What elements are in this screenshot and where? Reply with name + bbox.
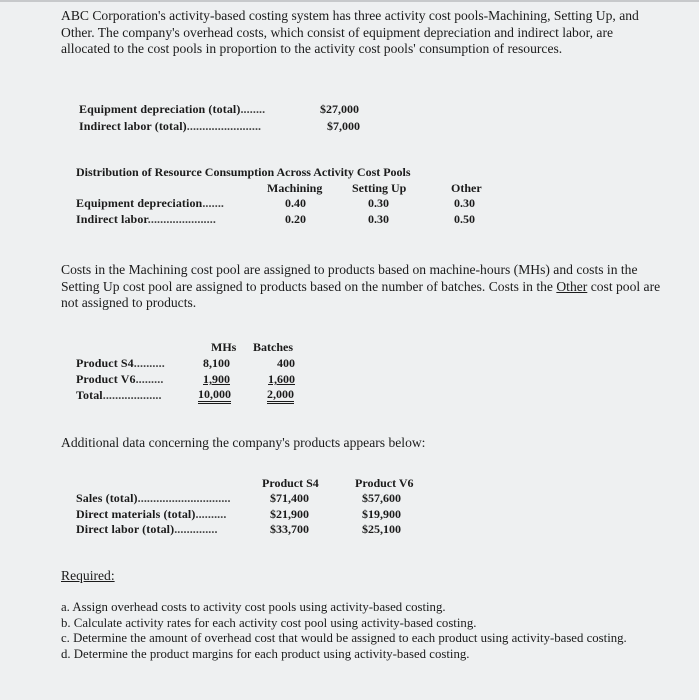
required-heading bbox=[61, 568, 661, 585]
overhead-label-text: Indirect labor (total) bbox=[79, 119, 187, 133]
activity-row-label bbox=[76, 356, 165, 371]
row-label-text: Total bbox=[76, 388, 103, 402]
row-label-text: Equipment depreciation bbox=[76, 196, 203, 210]
overhead-value: $7,000 bbox=[327, 119, 360, 133]
assignment-text: Costs in the Machining cost pool are assigned to products based on machine-hours (MHs) and costs in the Setting Up cost pool are assigned to products based on the number of batches. Costs in the bbox=[61, 262, 638, 294]
required-item: d. Determine the product margins for each product using activity-based costing. bbox=[61, 646, 470, 661]
column-header: Product V6 bbox=[355, 476, 414, 490]
overhead-row-label bbox=[79, 119, 261, 134]
row-label-text: Direct materials (total) bbox=[76, 507, 196, 521]
table-cell: $71,400 bbox=[270, 491, 309, 505]
table-cell: $25,100 bbox=[362, 522, 401, 536]
table-cell: $19,900 bbox=[362, 507, 401, 521]
leader-dots: ........................ bbox=[186, 119, 262, 133]
table-cell: 1,900 bbox=[203, 372, 230, 386]
column-header: Product S4 bbox=[262, 476, 319, 490]
distribution-row-label bbox=[76, 196, 224, 211]
row-label-text: Sales (total) bbox=[76, 491, 138, 505]
leader-dots: ........ bbox=[240, 102, 266, 116]
table-cell: 0.30 bbox=[368, 196, 389, 210]
activity-row-label bbox=[76, 372, 163, 387]
leader-dots: ....... bbox=[202, 196, 225, 210]
leader-dots: ................... bbox=[102, 388, 162, 402]
table-cell: $57,600 bbox=[362, 491, 401, 505]
column-header: Batches bbox=[253, 340, 293, 354]
overhead-label-text: Equipment depreciation (total) bbox=[79, 102, 241, 116]
required-item: a. Assign overhead costs to activity cost pools using activity-based costing. bbox=[61, 600, 446, 614]
required-item: b. Calculate activity rates for each activity cost pool using activity-based costing. bbox=[61, 615, 477, 630]
distribution-row-label bbox=[76, 212, 216, 227]
table-cell: 10,000 bbox=[198, 388, 231, 404]
column-header: Other bbox=[451, 181, 482, 195]
table-cell: 400 bbox=[277, 356, 295, 370]
table-cell: 0.50 bbox=[454, 212, 475, 226]
intro-paragraph: ABC Corporation's activity-based costing system has three activity cost pools-Machining, Setting Up, and Other. The company's overhead costs, which consist of equipment depreciation and indirect labor, are allocated to the cost pools in proportion to the activity cost pools' consumption of resources. bbox=[61, 8, 639, 56]
required-heading-text: Required: bbox=[61, 568, 115, 583]
products-row-label bbox=[76, 522, 218, 537]
distribution-title: Distribution of Resource Consumption Across Activity Cost Pools bbox=[76, 165, 411, 179]
products-row-label bbox=[76, 491, 231, 506]
required-item: c. Determine the amount of overhead cost that would be assigned to each product using activity-based costing. bbox=[61, 631, 627, 645]
overhead-value: $27,000 bbox=[320, 102, 359, 116]
assignment-underlined: Other bbox=[556, 278, 588, 294]
leader-dots: ...................... bbox=[147, 212, 216, 226]
top-border bbox=[0, 0, 699, 2]
products-row-label bbox=[76, 507, 226, 522]
column-header: Machining bbox=[267, 181, 323, 195]
row-label-text: Product V6 bbox=[76, 372, 136, 386]
additional-paragraph: Additional data concerning the company's products appears below: bbox=[61, 435, 426, 450]
table-cell: 2,000 bbox=[267, 388, 294, 404]
table-cell: 0.40 bbox=[285, 196, 306, 210]
activity-row-label bbox=[76, 388, 162, 403]
required-list bbox=[61, 600, 651, 662]
table-cell: 1,600 bbox=[268, 372, 295, 386]
table-cell: 0.30 bbox=[454, 196, 475, 210]
table-cell: 0.30 bbox=[368, 212, 389, 226]
assignment-text: cost pool are not assigned to products. bbox=[61, 278, 661, 310]
row-label-text: Direct labor (total) bbox=[76, 522, 175, 536]
leader-dots: .............................. bbox=[137, 491, 231, 505]
leader-dots: .............. bbox=[174, 522, 218, 536]
leader-dots: .......... bbox=[133, 356, 165, 370]
row-label-text: Indirect labor bbox=[76, 212, 148, 226]
table-cell: 8,100 bbox=[203, 356, 230, 370]
row-label-text: Product S4 bbox=[76, 356, 134, 370]
overhead-row-label bbox=[79, 102, 265, 117]
leader-dots: ......... bbox=[135, 372, 164, 386]
assignment-paragraph bbox=[61, 262, 661, 312]
leader-dots: .......... bbox=[195, 507, 227, 521]
table-cell: 0.20 bbox=[285, 212, 306, 226]
table-cell: $21,900 bbox=[270, 507, 309, 521]
table-cell: $33,700 bbox=[270, 522, 309, 536]
column-header: Setting Up bbox=[352, 181, 407, 195]
column-header: MHs bbox=[211, 340, 237, 354]
